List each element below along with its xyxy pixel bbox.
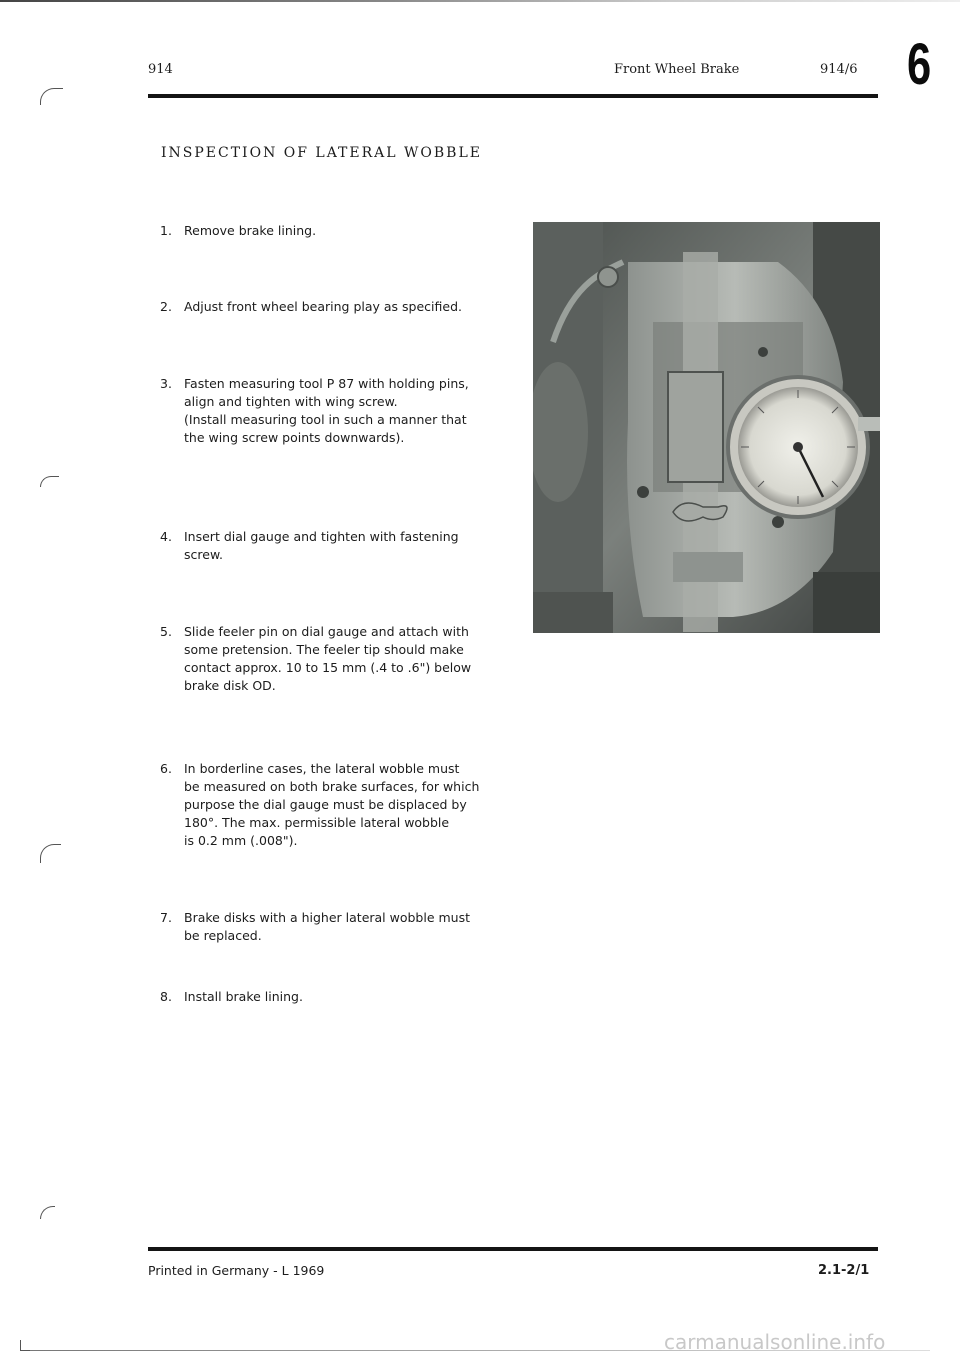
step-text: Slide feeler pin on dial gauge and attach with some pretension. The feeler tip should make contact approx. 10 to 15 mm (.4 to .6") below brake disk OD. [184, 624, 472, 693]
footer-rule [148, 1247, 878, 1251]
header-title: Front Wheel Brake [614, 62, 740, 77]
step-number: 6. [160, 761, 172, 776]
step-6 [160, 760, 520, 850]
step-text: Brake disks with a higher lateral wobble must be replaced. [184, 910, 471, 943]
step-2 [160, 298, 520, 316]
watermark: carmanualsonline.info [664, 1330, 886, 1354]
step-text: Insert dial gauge and tighten with fastening screw. [184, 529, 459, 562]
step-text: Remove brake lining. [184, 223, 317, 238]
step-number: 8. [160, 989, 172, 1004]
footer-page-number: 2.1-2/1 [818, 1263, 870, 1278]
step-5 [160, 623, 520, 695]
step-number: 2. [160, 299, 172, 314]
step-3 [160, 375, 520, 447]
step-text: Adjust front wheel bearing play as specified. [184, 299, 462, 314]
step-number: 3. [160, 376, 172, 391]
step-4 [160, 528, 520, 564]
step-number: 7. [160, 910, 172, 925]
header-model: 914 [148, 62, 173, 77]
step-number: 1. [160, 223, 172, 238]
photo-illustration [533, 222, 880, 633]
margin-mark [40, 88, 63, 105]
margin-mark [40, 1206, 55, 1219]
header-code: 914/6 [820, 62, 858, 77]
footer-print-info: Printed in Germany - L 1969 [148, 1263, 325, 1278]
scan-edge [0, 0, 960, 2]
step-1 [160, 222, 520, 240]
step-text: Fasten measuring tool P 87 with holding pins, align and tighten with wing screw. (Install measuring tool in such a manner that the wing screw points downwards). [184, 376, 469, 445]
step-number: 5. [160, 624, 172, 639]
margin-mark [40, 476, 59, 487]
step-7 [160, 909, 520, 945]
step-number: 4. [160, 529, 172, 544]
chapter-number: 6 [907, 32, 932, 97]
dial-gauge-photo [533, 222, 880, 633]
margin-mark [40, 844, 61, 863]
step-text: Install brake lining. [184, 989, 303, 1004]
step-8 [160, 988, 520, 1006]
header-rule [148, 94, 878, 98]
section-title: INSPECTION OF LATERAL WOBBLE [161, 145, 482, 161]
step-text: In borderline cases, the lateral wobble must be measured on both brake surfaces, for which purpose the dial gauge must be displaced by 180°. The max. permissible lateral wobble is 0.2 mm (.008"). [184, 761, 480, 848]
